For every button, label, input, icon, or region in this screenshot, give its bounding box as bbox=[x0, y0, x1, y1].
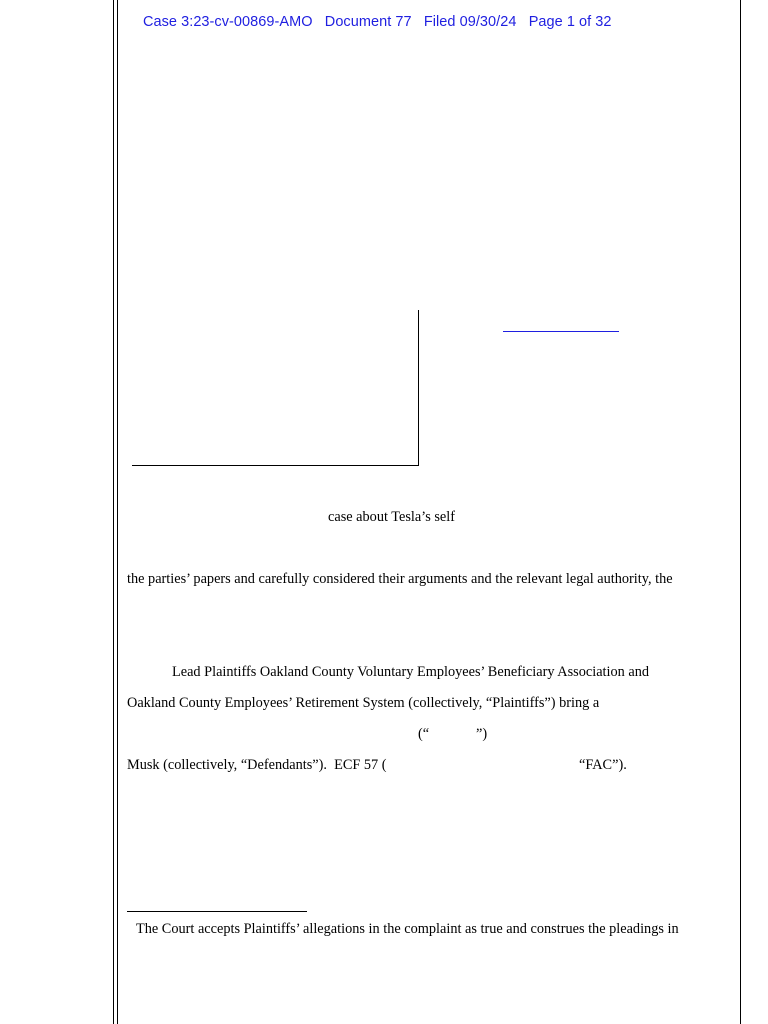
document-number: Document 77 bbox=[324, 14, 412, 30]
right-margin-rule bbox=[740, 0, 741, 1024]
paragraph-line-2: Oakland County Employees’ Retirement System (collectively, “Plaintiffs”) bring a bbox=[127, 695, 600, 711]
left-margin-rule-inner bbox=[117, 0, 118, 1024]
paragraph-line-1: Lead Plaintiffs Oakland County Voluntary Employees’ Beneficiary Association and bbox=[172, 664, 649, 680]
caption-horizontal-rule bbox=[132, 465, 419, 466]
case-number: Case 3:23-cv-00869-AMO bbox=[143, 14, 313, 30]
paragraph-line-4-left: Musk (collectively, “Defendants”). ECF 57 ( bbox=[127, 757, 387, 773]
ecf-header bbox=[143, 14, 612, 30]
left-margin-rule-outer bbox=[113, 0, 114, 1024]
caption-vertical-rule bbox=[418, 310, 419, 466]
hyperlink-underline[interactable] bbox=[503, 331, 619, 332]
parties-line: the parties’ papers and carefully considered their arguments and the relevant legal authority, the bbox=[127, 571, 673, 587]
paragraph-line-3-close-quote: ”) bbox=[476, 726, 488, 742]
filed-date: Filed 09/30/24 bbox=[423, 14, 517, 30]
paragraph-line-4-right: “FAC”). bbox=[579, 757, 627, 773]
page-number: Page 1 of 32 bbox=[528, 14, 612, 30]
intro-line: case about Tesla’s self bbox=[328, 509, 455, 525]
footnote-text: The Court accepts Plaintiffs’ allegations in the complaint as true and construes the pleadings in bbox=[136, 921, 679, 937]
footnote-separator bbox=[127, 911, 307, 912]
paragraph-line-3-open-quote: (“ bbox=[418, 726, 430, 742]
